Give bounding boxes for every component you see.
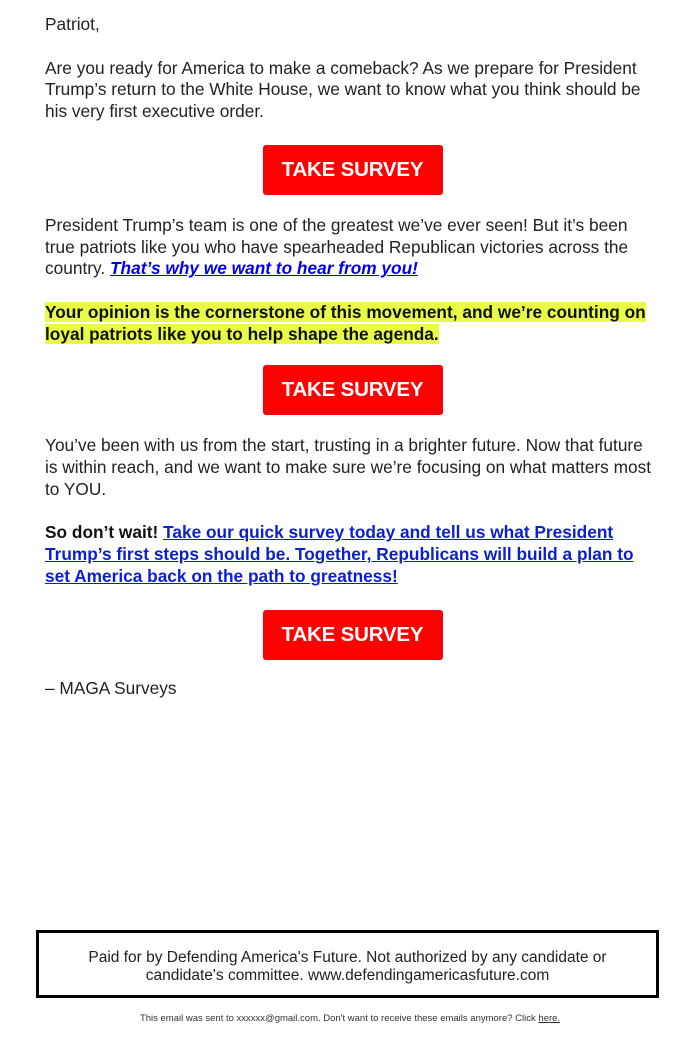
- highlight-paragraph: [45, 302, 660, 345]
- survey-button-wrap-3: [45, 610, 660, 660]
- team-paragraph: [45, 215, 660, 280]
- future-paragraph: You’ve been with us from the start, trusting in a brighter future. Now that future is within reach, and we want to make sure we’re focusing on what matters most to YOU.: [45, 435, 652, 499]
- survey-button-wrap-2: [45, 365, 660, 415]
- unsubscribe-line: [0, 1013, 700, 1024]
- disclaimer-line-2: candidate's committee. www.defendingamericasfuture.com: [145, 967, 550, 984]
- cta-paragraph: [45, 522, 660, 587]
- greeting: Patriot,: [45, 14, 100, 34]
- take-survey-button-2[interactable]: TAKE SURVEY: [263, 365, 443, 415]
- hear-from-you-link[interactable]: That’s why we want to hear from you!: [110, 258, 418, 279]
- signoff: – MAGA Surveys: [45, 677, 177, 698]
- paid-for-disclaimer-box: [36, 930, 659, 998]
- intro-paragraph: Are you ready for America to make a comeback? As we prepare for President Trump’s return to the White House, we want to know what you think should be his very first executive order.: [45, 57, 641, 122]
- disclaimer-line-1: Paid for by Defending America's Future. Not authorized by any candidate or: [88, 949, 607, 966]
- unsubscribe-link[interactable]: here.: [538, 1013, 561, 1024]
- quick-survey-link[interactable]: Take our quick survey today and tell us what President Trump’s first steps should be. Together, Republicans will build a plan to set America back on the path to greatness!: [45, 522, 634, 586]
- highlighted-text: Your opinion is the cornerstone of this movement, and we’re counting on loyal patriots like you to help shape the agenda.: [45, 301, 646, 344]
- take-survey-button-1[interactable]: TAKE SURVEY: [263, 145, 443, 195]
- unsubscribe-text: This email was sent to xxxxxx@gmail.com. Don't want to receive these emails anymore? Click: [139, 1013, 539, 1024]
- team-paragraph-text: President Trump’s team is one of the greatest we’ve ever seen! But it’s been true patriots like you who have spearheaded Republican victories across the country.: [45, 214, 629, 279]
- email-body: [45, 14, 660, 699]
- survey-button-wrap-1: [45, 145, 660, 195]
- cta-bold-text: So don’t wait!: [45, 522, 164, 543]
- take-survey-button-3[interactable]: TAKE SURVEY: [263, 610, 443, 660]
